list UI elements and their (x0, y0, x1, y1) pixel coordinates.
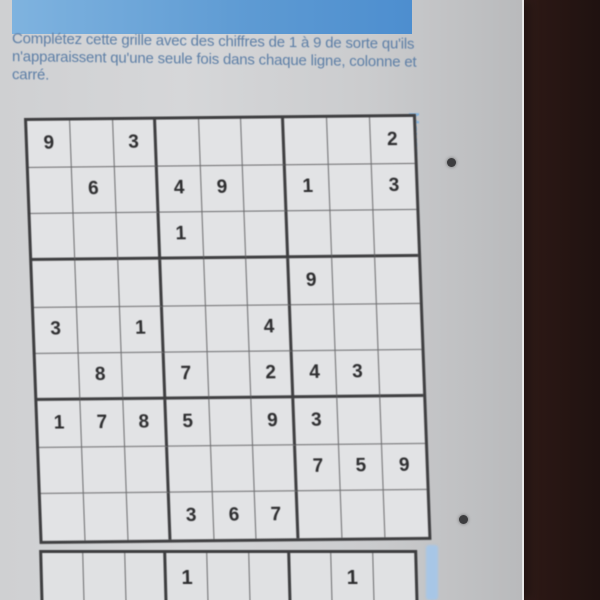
sudoku-cell (82, 447, 127, 494)
sudoku-cell (284, 118, 329, 165)
sudoku-cell (199, 119, 244, 166)
sudoku-cell (241, 118, 286, 165)
sudoku-cell: 3 (372, 164, 417, 211)
sudoku-cell (41, 494, 86, 541)
next-grid-cell (42, 553, 85, 600)
sudoku-cell (204, 259, 249, 306)
sudoku-cell: 5 (166, 399, 211, 446)
sudoku-cell (36, 354, 81, 401)
sudoku-cell (121, 353, 166, 400)
sudoku-cell (374, 210, 419, 257)
sudoku-cell (70, 120, 115, 167)
sudoku-cell (291, 304, 336, 351)
sudoku-cell (288, 211, 333, 258)
sudoku-cell (31, 214, 76, 261)
sudoku-cell: 7 (80, 400, 125, 447)
sudoku-cell (384, 490, 429, 537)
next-sudoku-grid (39, 550, 419, 600)
sudoku-grid-wrapper (24, 114, 429, 543)
sudoku-cell: 4 (248, 305, 293, 352)
sudoku-cell: 4 (293, 351, 338, 398)
sudoku-cell: 3 (34, 307, 79, 354)
next-grid-cell: 1 (332, 553, 375, 600)
sudoku-cell (202, 212, 247, 259)
next-grid-cell (373, 553, 416, 600)
next-grid-cell: 1 (166, 553, 209, 600)
sudoku-cell (116, 213, 161, 260)
sudoku-cell: 9 (289, 258, 334, 305)
next-grid-cell (208, 553, 251, 600)
sudoku-cell: 3 (295, 398, 340, 445)
sudoku-cell: 3 (169, 492, 214, 539)
sudoku-cell: 7 (255, 492, 300, 539)
sudoku-cell (29, 167, 74, 214)
sudoku-cell (334, 304, 379, 351)
sudoku-cell (207, 352, 252, 399)
next-puzzle-label (426, 545, 438, 600)
blue-header-banner (12, 0, 412, 34)
sudoku-cell (379, 350, 424, 397)
sudoku-cell (32, 261, 77, 308)
sudoku-cell (75, 260, 120, 307)
sudoku-cell: 7 (164, 352, 209, 399)
sudoku-cell (329, 164, 374, 211)
sudoku-cell: 6 (72, 167, 117, 214)
sudoku-cell (115, 166, 160, 213)
sudoku-cell (73, 213, 118, 260)
sudoku-cell: 1 (120, 306, 165, 353)
sudoku-cell (337, 397, 382, 444)
sudoku-cell (118, 260, 163, 307)
sudoku-cell (84, 493, 129, 540)
sudoku-cell (168, 446, 213, 493)
sudoku-cell: 3 (336, 351, 381, 398)
punch-hole (459, 515, 468, 524)
sudoku-cell (298, 491, 343, 538)
sudoku-cell (377, 304, 422, 351)
sudoku-cell (331, 211, 376, 258)
sudoku-cell (125, 446, 170, 493)
sudoku-cell (341, 491, 386, 538)
sudoku-cell: 3 (113, 120, 158, 167)
sudoku-cell (77, 307, 122, 354)
sudoku-cell (253, 445, 298, 492)
sudoku-cell (245, 212, 290, 259)
next-grid-cell (125, 553, 168, 600)
sudoku-cell (327, 117, 372, 164)
sudoku-cell: 1 (159, 212, 204, 259)
sudoku-cell: 4 (157, 166, 202, 213)
next-grid-cell (290, 553, 333, 600)
next-grid-cell (249, 553, 292, 600)
sudoku-cell (156, 119, 201, 166)
sudoku-cell: 9 (200, 165, 245, 212)
sudoku-cell (332, 257, 377, 304)
sudoku-grid (24, 114, 431, 544)
sudoku-cell (163, 306, 208, 353)
sudoku-cell (243, 165, 288, 212)
punch-hole (447, 158, 456, 167)
sudoku-cell: 5 (339, 444, 384, 491)
sudoku-cell: 8 (79, 353, 124, 400)
instructions-text: Complétez cette grille avec des chiffres de 1 à 9 de sorte qu'ils n'apparaissent qu'une seule fois dans chaque ligne, colonne et carré. (12, 30, 417, 84)
sudoku-cell: 2 (250, 352, 295, 399)
next-grid-cell (84, 553, 127, 600)
sudoku-cell: 9 (252, 398, 297, 445)
sudoku-cell: 1 (37, 401, 82, 448)
sudoku-cell (247, 258, 292, 305)
sudoku-cell: 6 (212, 492, 257, 539)
sudoku-cell (39, 447, 84, 494)
sudoku-cell (127, 493, 172, 540)
sudoku-cell (380, 397, 425, 444)
sudoku-cell: 2 (370, 117, 415, 164)
sudoku-cell: 8 (123, 400, 168, 447)
sudoku-cell: 1 (286, 164, 331, 211)
sudoku-cell: 9 (382, 444, 427, 491)
sudoku-cell: 7 (296, 444, 341, 491)
sudoku-cell (205, 305, 250, 352)
sudoku-cell: 9 (27, 121, 72, 168)
sudoku-cell (209, 399, 254, 446)
sudoku-cell (211, 445, 256, 492)
sudoku-cell (161, 259, 206, 306)
sudoku-cell (375, 257, 420, 304)
